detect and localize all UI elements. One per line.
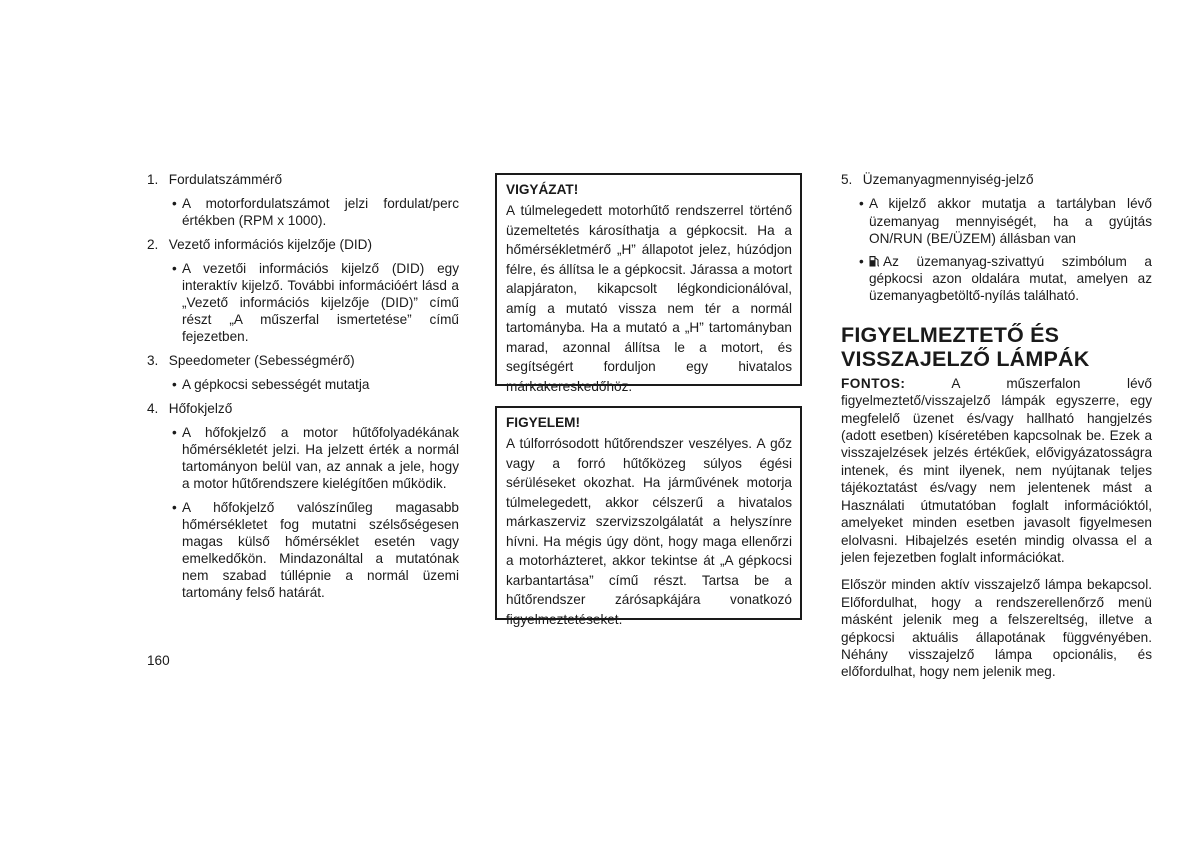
important-text: A műszerfalon lévő figyelmeztető/visszajelző lámpák egyszerre, egy megfelelő üzenet és/vagy hallható hangjelzés (adott esetben) kíséretében kapcsolnak be. Ezek a visszajelzések jelzés értékűek, elővigyázatosságra intenek, és mint ilyenek, nem nyújtanak teljes tájékoztatást és/vagy nem jelentenek mást a Használati útmutatóban foglalt információktól, amelyeket minden esetben javasolt figyelmesen elolvasni. Hibajelzés esetén mindig olvassa el a jelen fejezetben foglalt információkat. <box>841 375 1152 565</box>
bullet-text: • A gépkocsi sebességét mutatja <box>172 376 459 393</box>
item-title: Hőfokjelző <box>168 401 233 416</box>
caution-title: VIGYÁZAT! <box>506 182 579 197</box>
list-item-5 <box>841 171 1152 188</box>
item-title: Fordulatszámmérő <box>168 172 283 187</box>
right-column <box>841 171 1152 691</box>
list-item-1 <box>147 171 459 188</box>
item-number: 4. <box>147 401 159 416</box>
left-column <box>147 171 459 608</box>
item-title: Vezető információs kijelzője (DID) <box>168 237 373 252</box>
caution-box <box>495 173 802 394</box>
fuel-pump-icon <box>869 254 880 266</box>
item-title: Speedometer (Sebességmérő) <box>168 353 355 368</box>
warning-title: FIGYELEM! <box>506 415 581 430</box>
important-label: FONTOS: <box>841 375 906 391</box>
bullet-text: • A vezetői információs kijelző (DID) egy interaktív kijelző. További információért lásd a „Vezető információs kijelzője (DID)” című részt „A műszerfal ismertetése” című fejezetben. <box>172 260 459 345</box>
paragraph: Először minden aktív visszajelző lámpa bekapcsol. Előfordulhat, hogy a rendszerellenőrző menü másként jelenik meg a felszereltség, illetve a gépkocsi aktuális állapotának függvényében. Néhány visszajelző lámpa opcionális, és előfordulhat, hogy nem jelenik meg. <box>841 577 1152 680</box>
page-number: 160 <box>147 653 170 668</box>
list-item-3 <box>147 352 459 369</box>
item-number: 3. <box>147 353 159 368</box>
bullet-text: • A hőfokjelző a motor hűtőfolyadékának hőmérsékletét jelzi. Ha jelzett érték a normál tartományon belül van, az annak a jele, hogy a motor hűtőrendszere kielégítően működik. <box>172 424 459 492</box>
warning-text: A túlforrósodott hűtőrendszer veszélyes. A gőz vagy a forró hűtőközeg súlyos égési sérüléseket okozhat. Ha járművének motorja túlmelegedett, akkor célszerű a hivatalos márkaszerviz szervizszolgálatát a helyszínre hívni. Ha mégis úgy dönt, hogy maga ellenőrzi a motorházteret, akkor tekintse át „A gépkocsi karbantartása” című részt. Tartsa be a hűtőrendszer zárósapkájára vonatkozó figyelmeztetéseket. <box>506 436 792 627</box>
heading-line-2: VISSZAJELZŐ LÁMPÁK <box>841 346 1090 371</box>
bullet-text: • A kijelző akkor mutatja a tartályban lévő üzemanyag mennyiségét, ha a gyújtás ON/RUN (BE/ÜZEM) állásban van <box>859 195 1152 247</box>
list-item-2 <box>147 236 459 253</box>
item-number: 1. <box>147 172 159 187</box>
important-paragraph <box>841 375 1152 566</box>
bullet-text: • A motorfordulatszámot jelzi fordulat/perc értékben (RPM x 1000). <box>172 195 459 229</box>
bullet-text: • A hőfokjelző valószínűleg magasabb hőmérsékletet fog mutatni szélsőségesen magas külső hőmérséklet esetén vagy emelkedőkön. Mindazonáltal a mutatónak nem szabad túllépnie a normál üzemi tartomány felső határát. <box>172 499 459 601</box>
bullet-text: Az üzemanyag-szivattyú szimbólum a gépkocsi azon oldalára mutat, amelyen az üzemanyagbetöltő-nyílás található. <box>869 253 1152 304</box>
item-title: Üzemanyagmennyiség-jelző <box>862 172 1034 187</box>
list-item-4 <box>147 400 459 417</box>
caution-text: A túlmelegedett motorhűtő rendszerrel történő üzemeltetés károsíthatja a gépkocsit. Ha a hőmérsékletmérő „H” állapotot jelez, húzódjon félre, és állítsa le a gépkocsit. Járassa a motort alapjáraton, kikapcsolt légkondicionálóval, amíg a mutató vissza nem tér a normál tartományba. Ha a mutató a „H” tartományban marad, azonnal állítsa le a motort, és segítségért forduljon egy hivatalos márkakereskedőhöz. <box>506 203 792 394</box>
bullet-fuel <box>859 253 1152 305</box>
heading-line-1: FIGYELMEZTETŐ ÉS <box>841 322 1060 347</box>
item-number: 2. <box>147 237 159 252</box>
section-heading <box>841 323 1152 371</box>
item-number: 5. <box>841 172 853 187</box>
warning-box <box>495 406 802 627</box>
